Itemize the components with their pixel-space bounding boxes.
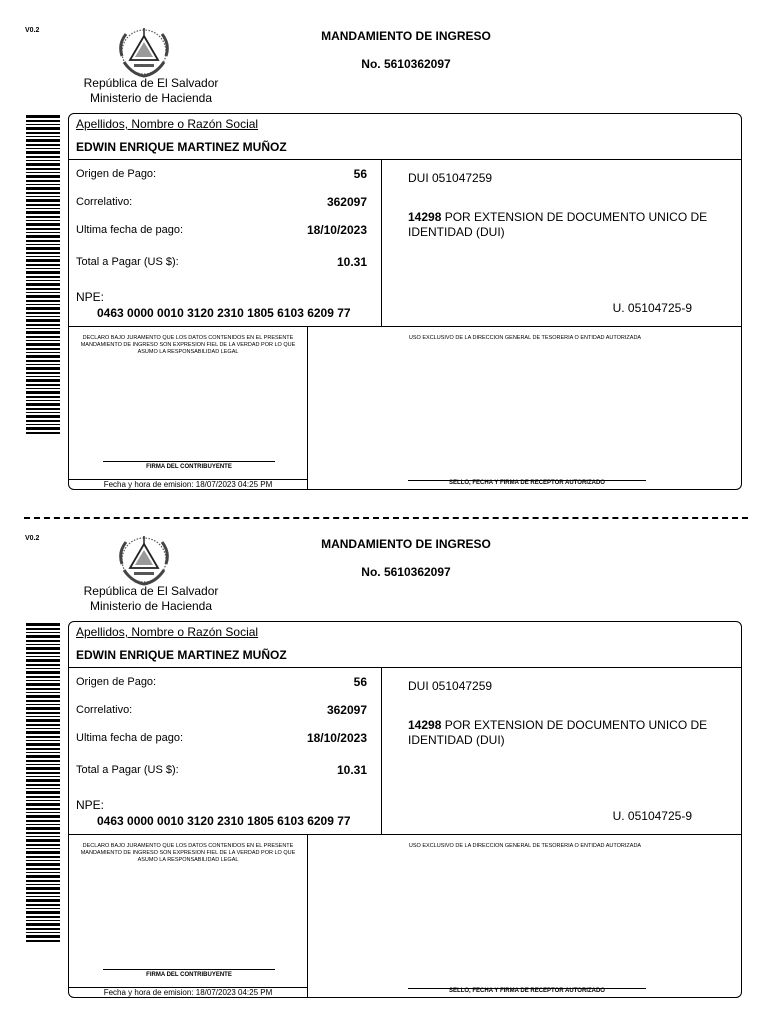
barcode-bar [26, 904, 60, 906]
barcode-bar [26, 791, 60, 794]
barcode-bar [26, 172, 60, 173]
u-code: U. 05104725-9 [612, 301, 692, 315]
barcode-bar [26, 683, 60, 686]
barcode-bar [26, 124, 60, 125]
barcode-bar [26, 632, 60, 633]
barcode-bar [26, 252, 60, 254]
barcode-bar [26, 307, 60, 310]
barcode-bar [26, 884, 60, 885]
barcode-bar [26, 400, 60, 401]
origen-value: 56 [353, 167, 367, 181]
barcode-bar [26, 803, 60, 806]
coat-of-arms-icon [114, 22, 174, 82]
correlativo-label: Correlativo: [76, 196, 133, 208]
barcode-bar [26, 379, 60, 382]
payment-slip-copy-2 [0, 518, 768, 1018]
barcode-bar [26, 731, 60, 734]
barcode-bar [26, 127, 60, 130]
barcode-bar [26, 779, 60, 782]
taxpayer-signature-label: FIRMA DEL CONTRIBUYENTE [146, 972, 232, 978]
barcode-bar [26, 211, 60, 214]
barcode-bar [26, 808, 60, 810]
payment-concept [408, 210, 738, 240]
divider [69, 667, 742, 668]
barcode-bar [26, 776, 60, 777]
payment-slip-copy-1 [0, 10, 768, 510]
barcode-bar [26, 740, 60, 741]
barcode-bar [26, 312, 60, 314]
fecha-label: Ultima fecha de pago: [76, 224, 184, 236]
total-value: 10.31 [336, 763, 367, 777]
payment-concept [408, 718, 738, 748]
u-code: U. 05104725-9 [612, 809, 692, 823]
barcode-bar [26, 396, 60, 398]
divider [381, 159, 382, 326]
barcode-icon [26, 115, 60, 435]
barcode-bar [26, 427, 60, 430]
barcode-bar [26, 743, 60, 746]
signature-line [103, 969, 275, 970]
barcode-bar [26, 827, 60, 830]
barcode-bar [26, 767, 60, 770]
barcode-bar [26, 276, 60, 278]
barcode-bar [26, 844, 60, 846]
barcode-bar [26, 264, 60, 266]
barcode-bar [26, 139, 60, 142]
origen-label: Origen de Pago: [76, 168, 157, 180]
barcode-bar [26, 928, 60, 930]
barcode-bar [26, 700, 60, 702]
barcode-bar [26, 283, 60, 286]
barcode-bar [26, 836, 60, 837]
barcode-bar [26, 908, 60, 909]
country-name: República de El Salvador [83, 76, 219, 90]
barcode-bar [26, 856, 60, 858]
total-label: Total a Pagar (US $): [76, 256, 179, 268]
barcode-bar [26, 324, 60, 326]
barcode-bar [26, 331, 60, 334]
barcode-bar [26, 800, 60, 801]
barcode-bar [26, 760, 60, 762]
payment-form [68, 621, 742, 998]
taxpayer-name: EDWIN ENRIQUE MARTINEZ MUÑOZ [76, 140, 287, 154]
barcode-bar [26, 288, 60, 290]
barcode-bar [26, 295, 60, 298]
barcode-bar [26, 336, 60, 338]
barcode-bar [26, 244, 60, 245]
divider [69, 326, 742, 327]
barcode-bar [26, 247, 60, 250]
barcode-bar [26, 623, 60, 626]
barcode-bar [26, 180, 60, 182]
barcode-bar [26, 920, 60, 921]
barcode-bar [26, 863, 60, 866]
barcode-bar [26, 892, 60, 894]
version-label: V0.2 [25, 535, 40, 542]
barcode-bar [26, 664, 60, 666]
barcode-bar [26, 424, 60, 425]
barcode-bar [26, 940, 60, 942]
barcode-bar [26, 220, 60, 221]
barcode-bar [26, 340, 60, 341]
barcode-bar [26, 716, 60, 717]
barcode-bar [26, 848, 60, 849]
barcode-bar [26, 360, 60, 362]
barcode-bar [26, 256, 60, 257]
barcode-bar [26, 271, 60, 274]
barcode-bar [26, 851, 60, 854]
barcode-bar [26, 328, 60, 329]
barcode-bar [26, 656, 60, 657]
dui-text: DUI 051047259 [408, 679, 493, 693]
document-title: MANDAMIENTO DE INGRESO [321, 29, 491, 43]
barcode-bar [26, 688, 60, 690]
npe-label: NPE: [76, 290, 105, 304]
taxpayer-signature-label: FIRMA DEL CONTRIBUYENTE [146, 464, 232, 470]
receiver-stamp-label: SELLO, FECHA Y FIRMA DE RECEPTOR AUTORIZADO [449, 480, 605, 486]
barcode-bar [26, 640, 60, 642]
barcode-bar [26, 860, 60, 861]
barcode-bar [26, 916, 60, 918]
barcode-bar [26, 348, 60, 350]
correlativo-value: 362097 [326, 195, 367, 209]
country-name: República de El Salvador [83, 584, 219, 598]
barcode-bar [26, 812, 60, 813]
concept-code: 14298 [408, 210, 442, 224]
barcode-bar [26, 432, 60, 434]
barcode-bar [26, 644, 60, 645]
barcode-bar [26, 151, 60, 154]
barcode-bar [26, 403, 60, 406]
barcode-bar [26, 259, 60, 262]
issuer-name [76, 584, 226, 614]
barcode-bar [26, 292, 60, 293]
barcode-bar [26, 367, 60, 370]
barcode-bar [26, 772, 60, 774]
barcode-bar [26, 899, 60, 902]
barcode-bar [26, 707, 60, 710]
barcode-bar [26, 223, 60, 226]
barcode-bar [26, 736, 60, 738]
npe-value: 0463 0000 0010 3120 2310 1805 6103 6209 77 [97, 306, 351, 320]
fecha-label: Ultima fecha de pago: [76, 732, 184, 744]
ministry-name: Ministerio de Hacienda [89, 599, 213, 613]
barcode-bar [26, 300, 60, 302]
barcode-bar [26, 372, 60, 374]
barcode-bar [26, 880, 60, 882]
signature-line [103, 461, 275, 462]
dui-text: DUI 051047259 [408, 171, 493, 185]
divider [69, 834, 742, 835]
barcode-bar [26, 132, 60, 134]
barcode-bar [26, 911, 60, 914]
origen-label: Origen de Pago: [76, 676, 157, 688]
document-number: No. 5610362097 [361, 565, 451, 579]
barcode-bar [26, 120, 60, 122]
barcode-bar [26, 755, 60, 758]
fecha-value: 18/10/2023 [306, 223, 367, 237]
barcode-bar [26, 384, 60, 386]
barcode-bar [26, 788, 60, 789]
barcode-icon [26, 623, 60, 943]
divider [69, 159, 742, 160]
npe-label: NPE: [76, 798, 105, 812]
divider [307, 326, 308, 490]
barcode-bar [26, 364, 60, 365]
barcode-bar [26, 343, 60, 346]
payment-form [68, 113, 742, 490]
document-number: No. 5610362097 [361, 57, 451, 71]
barcode-bar [26, 412, 60, 413]
barcode-bar [26, 704, 60, 705]
concept-text: POR EXTENSION DE DOCUMENTO UNICO DE IDENTIDAD (DUI) [408, 718, 708, 747]
barcode-bar [26, 671, 60, 674]
barcode-bar [26, 824, 60, 825]
name-header: Apellidos, Nombre o Razón Social [76, 117, 259, 131]
barcode-bar [26, 724, 60, 726]
barcode-bar [26, 935, 60, 938]
fecha-value: 18/10/2023 [306, 731, 367, 745]
npe-value: 0463 0000 0010 3120 2310 1805 6103 6209 77 [97, 814, 351, 828]
barcode-bar [26, 896, 60, 897]
barcode-bar [26, 764, 60, 765]
barcode-bar [26, 748, 60, 750]
barcode-bar [26, 872, 60, 873]
name-header: Apellidos, Nombre o Razón Social [76, 625, 259, 639]
barcode-bar [26, 240, 60, 242]
barcode-bar [26, 839, 60, 842]
barcode-bar [26, 184, 60, 185]
sworn-declaration: DECLARO BAJO JURAMENTO QUE LOS DATOS CONTENIDOS EN EL PRESENTE MANDAMIENTO DE INGRESO SON EXPRESION FIEL DE LA VERDAD POR LO QUE ASUMO LA RESPONSABILIDAD LEGAL [80, 843, 296, 863]
barcode-bar [26, 148, 60, 149]
barcode-bar [26, 415, 60, 418]
barcode-bar [26, 136, 60, 137]
barcode-bar [26, 676, 60, 678]
issuer-name [76, 76, 226, 106]
barcode-bar [26, 352, 60, 353]
barcode-bar [26, 668, 60, 669]
concept-code: 14298 [408, 718, 442, 732]
barcode-bar [26, 280, 60, 281]
barcode-bar [26, 887, 60, 890]
barcode-bar [26, 647, 60, 650]
correlativo-value: 362097 [326, 703, 367, 717]
version-label: V0.2 [25, 27, 40, 34]
barcode-bar [26, 168, 60, 170]
barcode-bar [26, 216, 60, 218]
barcode-bar [26, 932, 60, 933]
barcode-bar [26, 692, 60, 693]
barcode-bar [26, 868, 60, 870]
emission-timestamp: Fecha y hora de emision: 18/07/2023 04:25 PM [103, 480, 273, 489]
correlativo-label: Correlativo: [76, 704, 133, 716]
total-label: Total a Pagar (US $): [76, 764, 179, 776]
barcode-bar [26, 144, 60, 146]
barcode-bar [26, 420, 60, 422]
barcode-bar [26, 635, 60, 638]
barcode-bar [26, 160, 60, 161]
barcode-bar [26, 752, 60, 753]
sworn-declaration: DECLARO BAJO JURAMENTO QUE LOS DATOS CONTENIDOS EN EL PRESENTE MANDAMIENTO DE INGRESO SON EXPRESION FIEL DE LA VERDAD POR LO QUE ASUMO LA RESPONSABILIDAD LEGAL [80, 335, 296, 355]
barcode-bar [26, 796, 60, 798]
barcode-bar [26, 187, 60, 190]
coat-of-arms-icon [114, 530, 174, 590]
barcode-bar [26, 728, 60, 729]
barcode-bar [26, 652, 60, 654]
divider [307, 834, 308, 998]
barcode-bar [26, 680, 60, 681]
barcode-bar [26, 408, 60, 410]
document-title: MANDAMIENTO DE INGRESO [321, 537, 491, 551]
receiver-stamp-label: SELLO, FECHA Y FIRMA DE RECEPTOR AUTORIZADO [449, 988, 605, 994]
barcode-bar [26, 175, 60, 178]
barcode-bar [26, 695, 60, 698]
barcode-bar [26, 659, 60, 662]
barcode-bar [26, 784, 60, 786]
ministry-name: Ministerio de Hacienda [89, 91, 213, 105]
barcode-bar [26, 163, 60, 166]
total-value: 10.31 [336, 255, 367, 269]
taxpayer-name: EDWIN ENRIQUE MARTINEZ MUÑOZ [76, 648, 287, 662]
barcode-bar [26, 376, 60, 377]
barcode-bar [26, 208, 60, 209]
origen-value: 56 [353, 675, 367, 689]
barcode-bar [26, 316, 60, 317]
barcode-bar [26, 192, 60, 194]
barcode-bar [26, 235, 60, 238]
barcode-bar [26, 388, 60, 389]
barcode-bar [26, 628, 60, 630]
barcode-bar [26, 304, 60, 305]
emission-timestamp: Fecha y hora de emision: 18/07/2023 04:25 PM [103, 988, 273, 997]
divider [381, 667, 382, 834]
exclusive-use-note: USO EXCLUSIVO DE LA DIRECCION GENERAL DE TESORERIA O ENTIDAD AUTORIZADA [408, 335, 642, 341]
barcode-bar [26, 923, 60, 926]
barcode-bar [26, 319, 60, 322]
barcode-bar [26, 199, 60, 202]
barcode-bar [26, 719, 60, 722]
barcode-bar [26, 355, 60, 358]
barcode-bar [26, 115, 60, 118]
barcode-bar [26, 228, 60, 230]
barcode-bar [26, 712, 60, 714]
barcode-bar [26, 832, 60, 834]
barcode-bar [26, 820, 60, 822]
barcode-bar [26, 232, 60, 233]
concept-text: POR EXTENSION DE DOCUMENTO UNICO DE IDENTIDAD (DUI) [408, 210, 708, 239]
barcode-bar [26, 204, 60, 206]
barcode-bar [26, 391, 60, 394]
barcode-bar [26, 268, 60, 269]
barcode-bar [26, 875, 60, 878]
barcode-bar [26, 815, 60, 818]
exclusive-use-note: USO EXCLUSIVO DE LA DIRECCION GENERAL DE TESORERIA O ENTIDAD AUTORIZADA [408, 843, 642, 849]
barcode-bar [26, 156, 60, 158]
barcode-bar [26, 196, 60, 197]
